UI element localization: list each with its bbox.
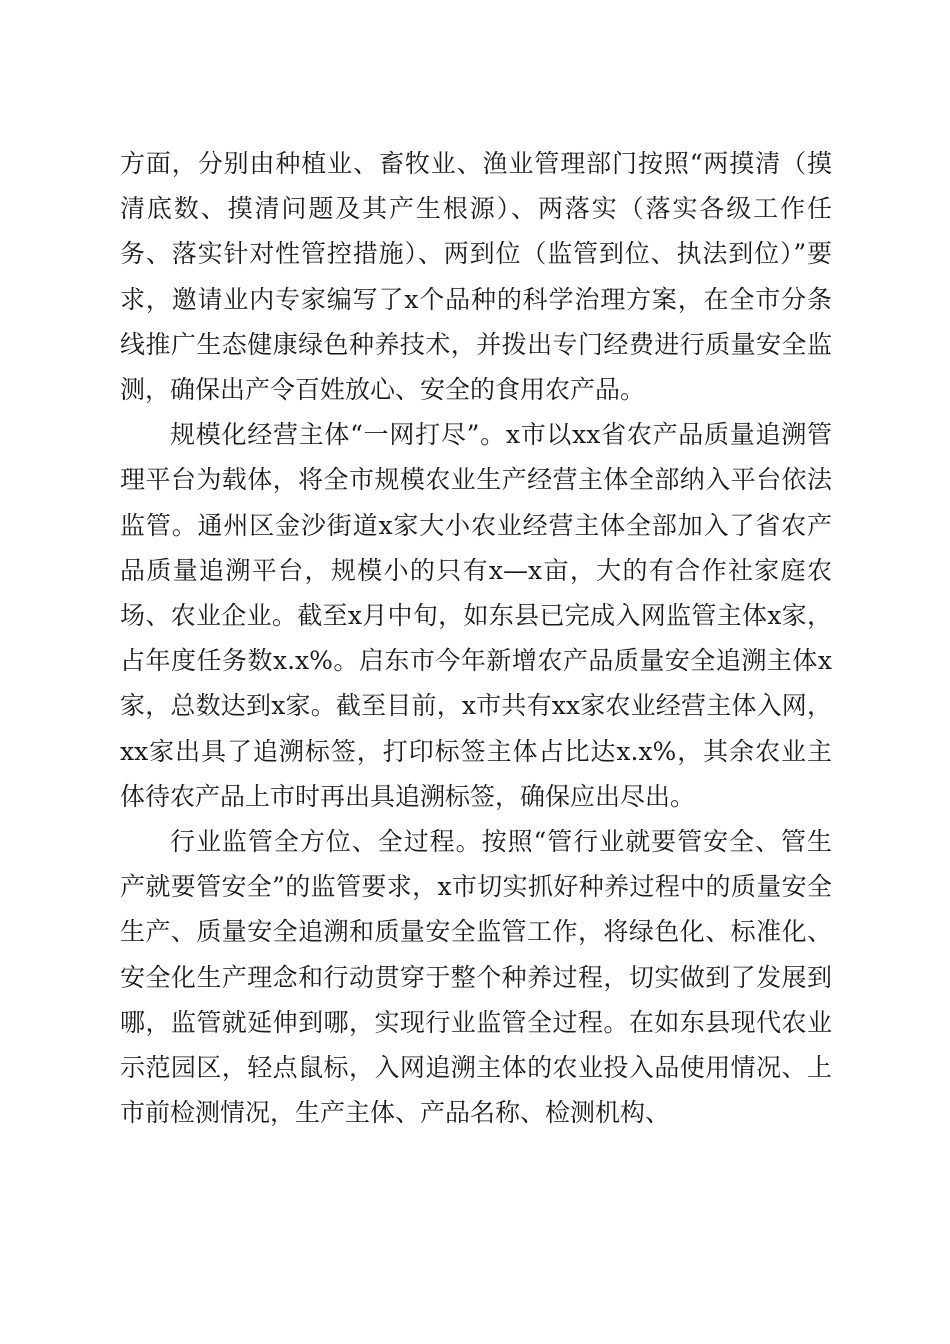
body-text — [120, 141, 832, 1135]
paragraph-scale-operators: 规模化经营主体“一网打尽”。x市以xx省农产品质量追溯管理平台为载体，将全市规模农业生产经营主体全部纳入平台依法监管。通州区金沙街道x家大小农业经营主体全部加入了省农产品质量追溯平台，规模小的只有x—x亩，大的有合作社家庭农场、农业企业。截至x月中旬，如东县已完成入网监管主体x家，占年度任务数x.x%。启东市今年新增农产品质量安全追溯主体x家，总数达到x家。截至目前，x市共有xx家农业经营主体入网，xx家出具了追溯标签，打印标签主体占比达x.x%，其余农业主体待农产品上市时再出具追溯标签，确保应出尽出。 — [120, 420, 832, 811]
paragraph-continuation: 方面，分别由种植业、畜牧业、渔业管理部门按照“两摸清（摸清底数、摸清问题及其产生根源）、两落实（落实各级工作任务、落实针对性管控措施）、两到位（监管到位、执法到位）”要求，邀请业内专家编写了x个品种的科学治理方案，在全市分条线推广生态健康绿色种养技术，并拨出专门经费进行质量安全监测，确保出产令百姓放心、安全的食用农产品。 — [120, 149, 832, 405]
paragraph-industry-supervision: 行业监管全方位、全过程。按照“管行业就要管安全、管生产就要管安全”的监管要求，x市切实抓好种养过程中的质量安全生产、质量安全追溯和质量安全监管工作，将绿色化、标准化、安全化生产理念和行动贯穿于整个种养过程，切实做到了发展到哪，监管就延伸到哪，实现行业监管全过程。在如东县现代农业示范园区，轻点鼠标，入网追溯主体的农业投入品使用情况、上市前检测情况，生产主体、产品名称、检测机构、 — [120, 827, 832, 1128]
